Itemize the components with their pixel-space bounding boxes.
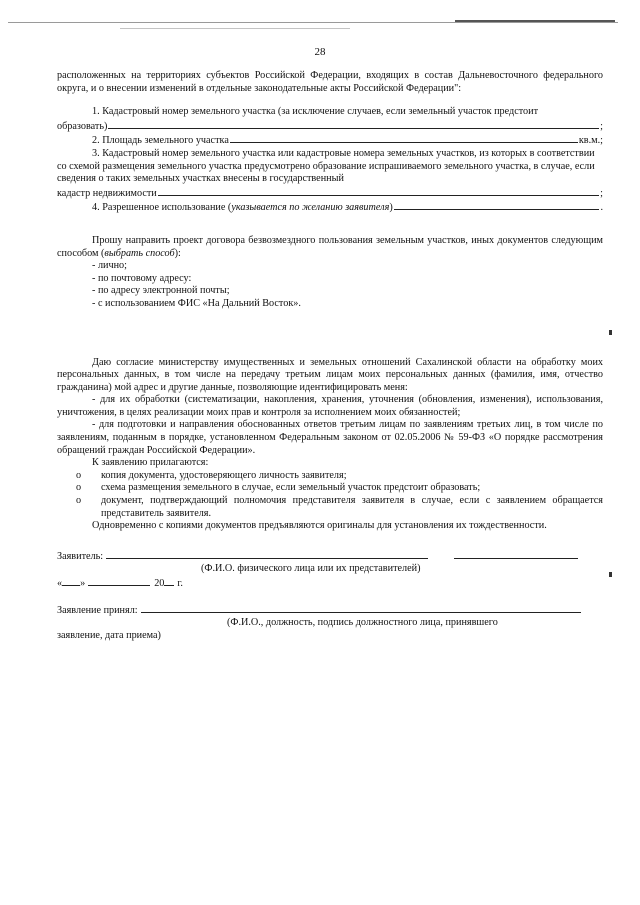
applicant-note: (Ф.И.О. физического лица или их представителей)	[201, 563, 421, 575]
consent-purpose-1: - для их обработки (систематизации, накопления, хранения, уточнения (обновления, изменения), использования, уничтожения, в целях реализации моих прав и контроля за исполнением моих обязанностей;	[57, 394, 603, 418]
accepted-label: Заявление принял:	[57, 604, 138, 616]
attachments-heading: К заявлению прилагаются:	[92, 457, 209, 469]
area-field[interactable]	[230, 133, 578, 143]
scan-speck	[609, 330, 612, 335]
day-field[interactable]	[62, 576, 80, 586]
item-2	[57, 133, 603, 148]
scan-artifact-line	[120, 28, 350, 29]
item-4: 4. Разрешенное использование ( указывается по желанию заявителя ) .	[92, 202, 603, 214]
item-3-text: 3. Кадастровый номер земельного участка или кадастровые номера земельных участков, из которых в соответствии со схемой размещения земельного участка предусмотрено образование испрашиваемого земельного участка, в случае, если сведения о таких земельных участках внесены в государственный	[57, 147, 595, 185]
accepted-note: (Ф.И.О., должность, подпись должностного лица, принявшего	[227, 617, 498, 629]
consent-purpose-2: - для подготовки и направления обоснованных ответов третьим лицам по заявлениям третьих лиц, в том числе по заявлениям, поданным в порядке, установленном Федеральным законом от 02.05.2006 № 59-ФЗ «О порядке рассмотрения обращений граждан Российской Федерации».	[57, 419, 603, 456]
applicant-row	[57, 549, 603, 564]
scan-artifact-line	[455, 20, 615, 22]
cadastral-number-field[interactable]	[108, 119, 599, 129]
applicant-label: Заявитель:	[57, 550, 104, 562]
cadastral-numbers-field[interactable]	[158, 186, 599, 196]
scan-artifact-line	[8, 22, 618, 23]
item-1-end: образовать)	[57, 120, 108, 132]
attachment-item: o копия документа, удостоверяющего личность заявителя;	[76, 469, 347, 481]
item-2-label: 2. Площадь земельного участка	[92, 135, 229, 147]
consent-text: Даю согласие министерству имущественных и земельных отношений Сахалинской области на обработку моих персональных данных, в том числе на передачу третьим лицам моих персональных данных (фамилия, имя, отчество гражданина) мой адрес и другие данные, позволяющие идентифицировать меня:	[57, 356, 603, 393]
option-email: - по адресу электронной почты;	[92, 285, 230, 297]
date-row: « » 20 г.	[57, 578, 183, 589]
scan-speck	[609, 572, 612, 577]
official-field[interactable]	[141, 603, 581, 613]
originals-note: Одновременно с копиями документов предъявляются оригиналы для установления их тождественности.	[92, 520, 547, 532]
item-4-hint: указывается по желанию заявителя	[231, 202, 390, 214]
accepted-row	[57, 603, 603, 618]
option-post: - по почтовому адресу:	[92, 272, 192, 284]
attachment-item: o схема размещения земельного в случае, если земельный участок предстоит образовать;	[76, 482, 481, 494]
accepted-note-2: заявление, дата приема)	[57, 629, 161, 641]
item-1-line-2: образовать) ;	[57, 120, 603, 132]
month-field[interactable]	[88, 576, 150, 586]
option-in-person: - лично;	[92, 260, 127, 272]
item-3-end: кадастр недвижимости	[57, 187, 157, 199]
item-1-line-1: 1. Кадастровый номер земельного участка (за исключение случаев, если земельный участок предстоит	[92, 106, 539, 118]
document-body	[57, 70, 603, 642]
request-text: Прошу направить проект договора безвозмездного пользования земельным участков, иных документов следующим способом (выбрать способ):	[57, 234, 603, 259]
permitted-use-field[interactable]	[394, 200, 600, 210]
applicant-name-field[interactable]	[106, 549, 428, 559]
applicant-signature-field[interactable]	[454, 549, 578, 559]
option-fis: - с использованием ФИС «На Дальний Восток».	[92, 297, 301, 309]
item-3-end-row: кадастр недвижимости ;	[57, 187, 603, 199]
attachment-item: o документ, подтверждающий полномочия представителя заявителя в случае, если с заявлением обращается представитель заявителя.	[76, 495, 603, 519]
year-field[interactable]	[164, 576, 174, 586]
intro-text: расположенных на территориях субъектов Российской Федерации, входящих в состав Дальневосточного федерального округа, и о внесении изменений в отдельные законодательные акты Российской Федерации":	[57, 70, 603, 94]
page-number: 28	[314, 46, 326, 58]
area-unit: кв.м.;	[578, 135, 603, 147]
